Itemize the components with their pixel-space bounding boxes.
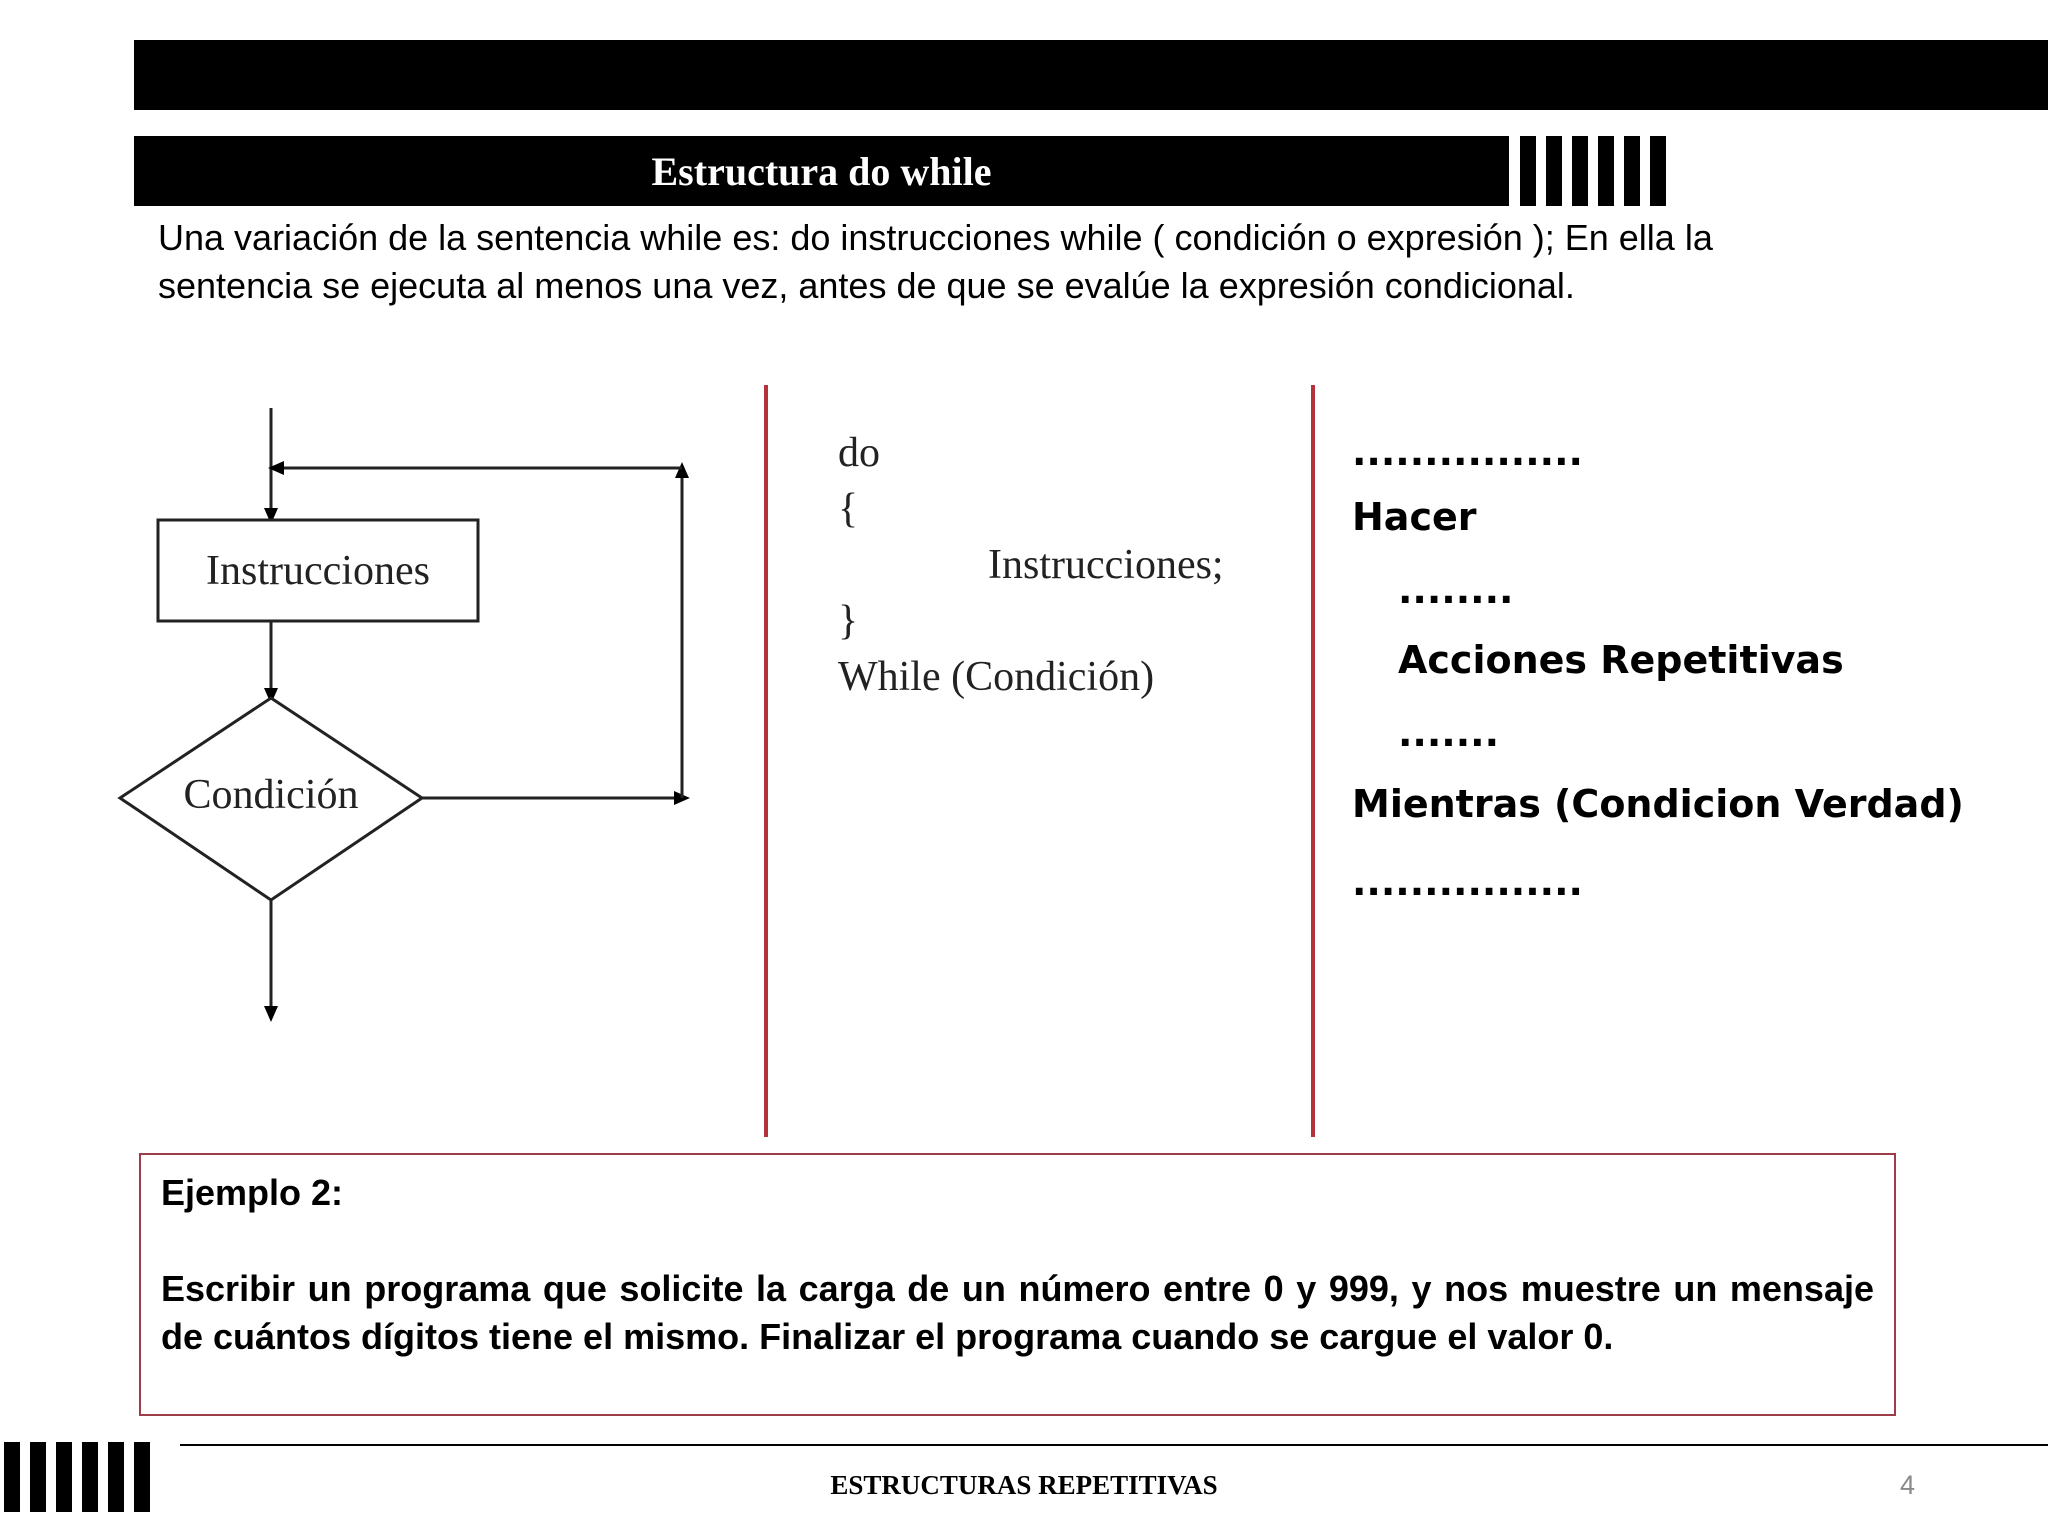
flowchart-diagram	[100, 390, 720, 1030]
pseudo-dots-bottom: ................	[1352, 860, 1583, 904]
code-snippet	[838, 425, 1224, 705]
process-label: Instrucciones	[206, 548, 430, 594]
intro-paragraph	[158, 214, 1918, 310]
code-line-close-brace: }	[838, 598, 859, 644]
code-line-do: do	[838, 430, 880, 476]
column-divider-right	[1311, 385, 1315, 1137]
pseudo-dots-top: ................	[1352, 430, 1583, 474]
intro-line-2: sentencia se ejecuta al menos una vez, antes de que se evalúe la expresión condicional.	[158, 265, 1575, 306]
title-stripes-decoration	[1520, 136, 1666, 206]
footer-title: ESTRUCTURAS REPETITIVAS	[830, 1470, 1218, 1500]
code-line-while: While (Condición)	[838, 654, 1155, 700]
top-black-bar	[134, 40, 2048, 110]
example-box	[139, 1153, 1896, 1416]
pseudo-dots-inner-top: ........	[1398, 568, 1514, 612]
example-body: Escribir un programa que solicite la carga de un número entre 0 y 999, y nos muestre un mensaje de cuántos dígitos tiene el mismo. Finalizar el programa cuando se cargue el valor 0.	[161, 1268, 1874, 1357]
code-line-instructions: Instrucciones;	[988, 542, 1224, 588]
pseudo-mientras: Mientras (Condicion Verdad)	[1352, 782, 1964, 826]
footer-rule	[180, 1444, 2048, 1446]
column-divider-left	[764, 385, 768, 1137]
code-line-open-brace: {	[838, 486, 859, 532]
pseudo-hacer: Hacer	[1352, 495, 1477, 539]
pseudo-dots-inner-bottom: .......	[1398, 711, 1500, 755]
intro-line-1: Una variación de la sentencia while es: do instrucciones while ( condición o expresión ); En ella la	[158, 217, 1713, 258]
slide-title: Estructura do while	[134, 136, 1509, 206]
page-number: 4	[1900, 1470, 1916, 1500]
decision-label: Condición	[183, 772, 359, 818]
pseudo-acciones: Acciones Repetitivas	[1398, 638, 1844, 682]
example-title: Ejemplo 2:	[161, 1172, 344, 1213]
